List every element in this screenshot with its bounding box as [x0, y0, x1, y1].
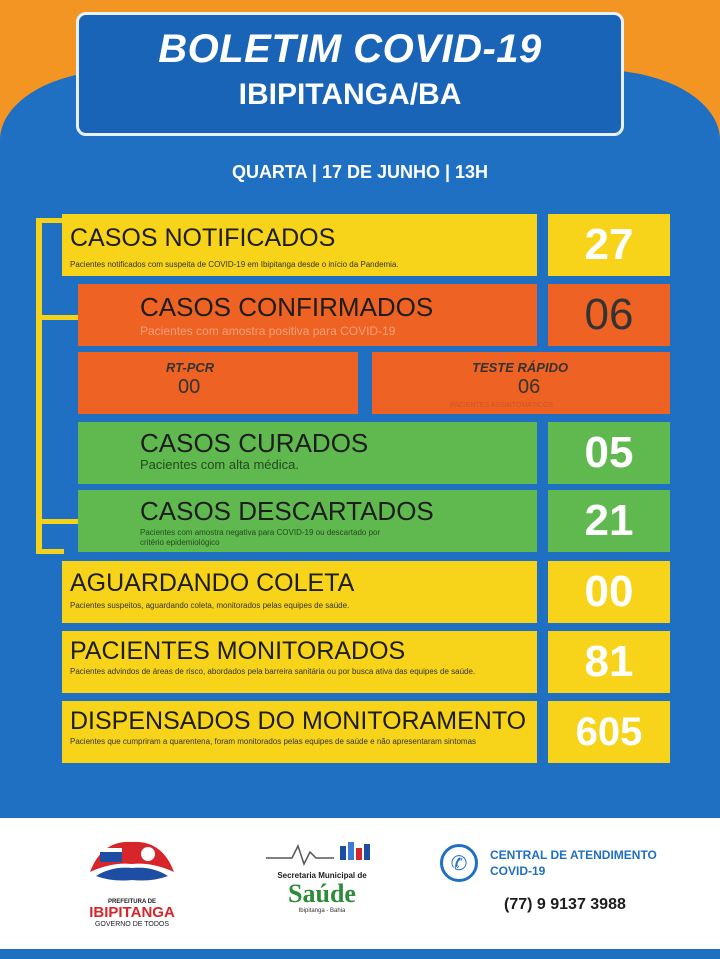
confirmados-title: CASOS CONFIRMADOS — [140, 292, 434, 322]
bracket-tick-confirmed — [36, 315, 78, 320]
header-banner — [76, 12, 624, 136]
bracket-tick-bottom — [36, 549, 64, 554]
dispensados-title: DISPENSADOS DO MONITORAMENTO — [70, 707, 527, 735]
prefeitura-name: IBIPITANGA — [89, 904, 175, 921]
row-descartados — [78, 490, 537, 552]
notificados-value: 27 — [548, 214, 670, 276]
row-monitorados — [62, 631, 537, 693]
bulletin-title: BOLETIM COVID-19 — [158, 27, 542, 71]
saude-logo — [262, 838, 382, 938]
saude-line1: Secretaria Municipal de — [277, 871, 367, 880]
monitorados-value: 81 — [548, 631, 670, 693]
city-title: IBIPITANGA/BA — [238, 78, 462, 111]
curados-title: CASOS CURADOS — [140, 428, 369, 458]
footer — [0, 818, 720, 949]
notificados-title: CASOS NOTIFICADOS — [70, 224, 336, 252]
prefeitura-top-text: PREFEITURA DE — [107, 899, 157, 905]
date-line: QUARTA | 17 DE JUNHO | 13H — [231, 162, 489, 182]
curados-desc: Pacientes com alta médica. — [140, 457, 299, 472]
rtpcr-value: 00 — [178, 376, 201, 398]
dispensados-desc: Pacientes que cumpriram a quarentena, foram monitorados pelas equipes de saúde e não apresentaram sintomas — [70, 737, 477, 746]
footer-strip — [0, 949, 720, 959]
teste-rapido-label: TESTE RÁPIDO — [472, 360, 569, 375]
bracket-tick-top — [36, 218, 64, 223]
row-curados — [78, 422, 537, 484]
row-aguardando — [62, 561, 537, 623]
row-notificados — [62, 214, 537, 276]
saude-heartbeat-icon — [262, 838, 382, 866]
prefeitura-emblem-icon — [82, 832, 182, 894]
confirmados-desc: Pacientes com amostra positiva para COVID-19 — [140, 324, 396, 338]
saude-name: Saúde — [288, 879, 356, 908]
confirmados-value: 06 — [548, 284, 670, 346]
aguardando-title: AGUARDANDO COLETA — [70, 569, 355, 597]
prefeitura-logo — [82, 832, 182, 932]
rtpcr-box — [78, 352, 358, 414]
central-phone: (77) 9 9137 3988 — [504, 896, 626, 913]
notificados-desc: Pacientes notificados com suspeita de COVID-19 em Ibipitanga desde o início da Pandemia. — [70, 260, 399, 269]
dispensados-value: 605 — [548, 701, 670, 763]
descartados-value: 21 — [548, 490, 670, 552]
descartados-desc: Pacientes com amostra negativa para COVID-19 ou descartado por critério epidemiológico — [140, 528, 381, 547]
aguardando-value: 00 — [548, 561, 670, 623]
monitorados-title: PACIENTES MONITORADOS — [70, 637, 406, 665]
teste-rapido-box — [372, 352, 670, 414]
curados-value: 05 — [548, 422, 670, 484]
saude-place: Ibipitanga - Bahia — [298, 908, 346, 914]
teste-rapido-value: 06 — [518, 376, 541, 398]
row-dispensados — [62, 701, 537, 763]
aguardando-desc: Pacientes suspeitos, aguardando coleta, monitorados pelas equipes de saúde. — [70, 601, 350, 610]
monitorados-desc: Pacientes advindos de áreas de risco, abordados pela barreira sanitária ou por busca ativa das equipes de saúde. — [70, 667, 476, 676]
central-line1: CENTRAL DE ATENDIMENTO — [490, 848, 657, 862]
teste-rapido-note: PACIENTES ASSINTOMÁTICOS — [450, 402, 554, 409]
descartados-title: CASOS DESCARTADOS — [140, 496, 434, 526]
central-line2: COVID-19 — [490, 864, 546, 878]
bracket-tick-discarded — [36, 519, 78, 524]
phone-icon: ✆ — [440, 844, 478, 882]
row-confirmados — [78, 284, 537, 346]
prefeitura-tagline: GOVERNO DE TODOS — [94, 921, 170, 928]
bracket-line — [36, 218, 42, 554]
rtpcr-label: RT-PCR — [166, 360, 215, 375]
